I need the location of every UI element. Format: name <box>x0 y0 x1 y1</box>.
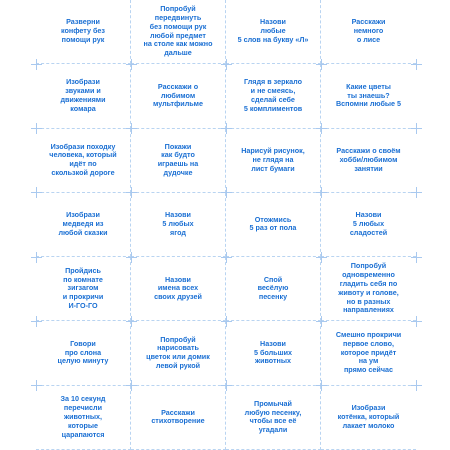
task-card: Назови 5 любых ягод <box>131 193 226 257</box>
task-card: Спой весёлую песенку <box>226 257 321 321</box>
task-card: Расскажи немного о лисе <box>321 0 416 64</box>
task-card: Изобрази котёнка, который лакает молоко <box>321 386 416 450</box>
task-card: Смешно прокричи первое слово, которое придёт на ум прямо сейчас <box>321 321 416 385</box>
card-grid <box>36 0 416 450</box>
task-card: Покажи как будто играешь на дудочке <box>131 129 226 193</box>
task-card: Промычай любую песенку, чтобы все её угадали <box>226 386 321 450</box>
task-card: Назови любые 5 слов на букву «Л» <box>226 0 321 64</box>
task-card: Говори про слона целую минуту <box>36 321 131 385</box>
task-card: Расскажи стихотворение <box>131 386 226 450</box>
task-card: За 10 секунд перечисли животных, которые царапаются <box>36 386 131 450</box>
task-card: Назови 5 больших животных <box>226 321 321 385</box>
task-card: Расскажи о любимом мультфильме <box>131 64 226 128</box>
task-card: Расскажи о своём хобби/любимом занятии <box>321 129 416 193</box>
task-card: Попробуй нарисовать цветок или домик левой рукой <box>131 321 226 385</box>
task-card: Назови имена всех своих друзей <box>131 257 226 321</box>
task-card: Изобрази звуками и движениями комара <box>36 64 131 128</box>
task-card: Изобрази походку человека, который идёт по скользкой дороге <box>36 129 131 193</box>
task-card: Глядя в зеркало и не смеясь, сделай себе 5 комплиментов <box>226 64 321 128</box>
task-card: Попробуй передвинуть без помощи рук любой предмет на столе как можно дальше <box>131 0 226 64</box>
task-card: Пройдись по комнате зигзагом и прокричи И-ГО-ГО <box>36 257 131 321</box>
task-card: Изобрази медведя из любой сказки <box>36 193 131 257</box>
task-card: Нарисуй рисунок, не глядя на лист бумаги <box>226 129 321 193</box>
task-card: Какие цветы ты знаешь? Вспомни любые 5 <box>321 64 416 128</box>
task-card: Назови 5 любых сладостей <box>321 193 416 257</box>
task-card: Разверни конфету без помощи рук <box>36 0 131 64</box>
task-card: Попробуй одновременно гладить себя по животу и голове, но в разных направлениях <box>321 257 416 321</box>
task-card: Отожмись 5 раз от пола <box>226 193 321 257</box>
